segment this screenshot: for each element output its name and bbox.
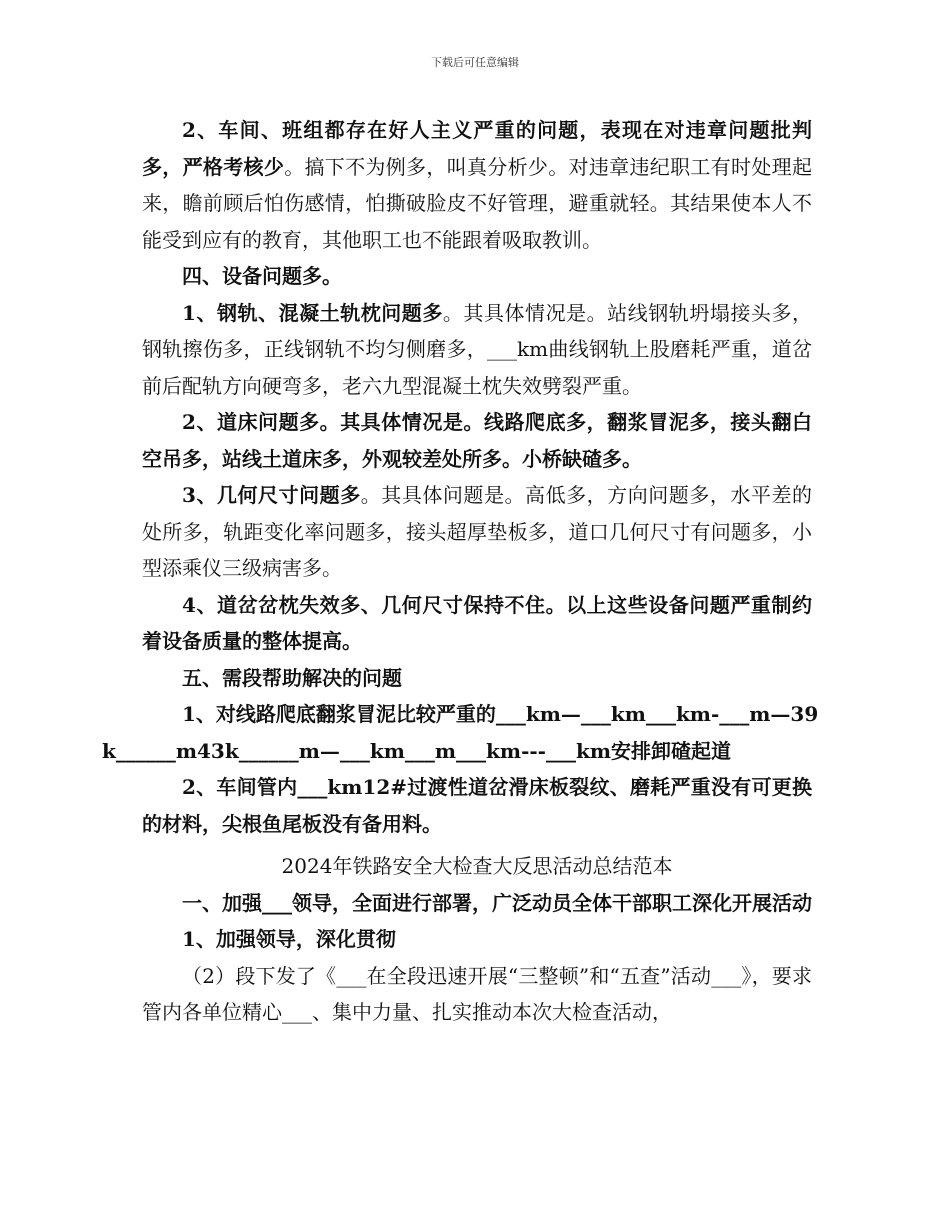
paragraph xyxy=(102,696,819,769)
paragraph-line: 1、对线路爬底翻浆冒泥比较严重的___km—___km___km-___m—39 xyxy=(182,702,819,726)
section-heading: 四、设备问题多。 xyxy=(182,264,342,288)
document-title: 2024年铁路安全大检查大反思活动总结范本 xyxy=(281,854,673,878)
section-heading: 一、加强___领导，全面进行部署，广泛动员全体干部职工深化开展活动 xyxy=(182,890,812,915)
paragraph: （2）段下发了《___在全段迅速开展“三整顿”和“五查”活动___》，要求管内各单位精心___、集中力量、扎实推动本次大检查活动， xyxy=(142,963,812,1024)
paragraph: 2、车间管内___km12#过渡性道岔滑床板裂纹、磨耗严重没有可更换的材料，尖根鱼尾板没有备用料。 xyxy=(142,775,812,836)
paragraph-text: 。搞下不为例多，叫真分析少。对违章违纪职工有时处理起来，瞻前顾后怕伤感情，怕撕破脸皮不好管理，避重就轻。其结果使本人不能受到应有的教育，其他职工也不能跟着吸取教训。 xyxy=(142,154,812,252)
bold-lead: 3、几何尺寸问题多 xyxy=(182,483,361,507)
section-heading: 五、需段帮助解决的问题 xyxy=(182,665,402,690)
bold-lead: 2、车间、班组都存在好人主义严重的问题，表现在对违章问题批判多，严格考核少 xyxy=(142,118,812,179)
document-body xyxy=(102,112,819,1031)
paragraph xyxy=(142,295,812,405)
paragraph-line: k______m43k______m—___km___m___km---___km安排卸碴起道 xyxy=(102,738,731,763)
bold-lead: 1、钢轨、混凝土轨枕问题多 xyxy=(182,300,443,325)
paragraph xyxy=(142,477,812,587)
paragraph: 4、道岔岔枕失效多、几何尺寸保持不住。以上这些设备问题严重制约着设备质量的整体提高。 xyxy=(142,592,812,653)
paragraph: 2、道床问题多。其具体情况是。线路爬底多，翻浆冒泥多，接头翻白空吊多，站线土道床多，外观较差处所多。小桥缺碴多。 xyxy=(142,410,812,471)
paragraph xyxy=(142,112,812,258)
paragraph-text: 。其具体情况是。站线钢轨坍塌接头多，钢轨擦伤多，正线钢轨不均匀侧磨多，___km曲线钢轨上股磨耗严重，道岔前后配轨方向硬弯多，老六九型混凝土枕失效劈裂严重。 xyxy=(142,300,813,398)
page-header: 下载后可任意编辑 xyxy=(431,56,519,69)
paragraph-text: 。其具体问题是。高低多，方向问题多，水平差的处所多，轨距变化率问题多，接头超厚垫板多，道口几何尺寸有问题多，小型添乘仪三级病害多。 xyxy=(142,483,813,580)
sub-heading: 1、加强领导，深化贯彻 xyxy=(182,927,396,951)
